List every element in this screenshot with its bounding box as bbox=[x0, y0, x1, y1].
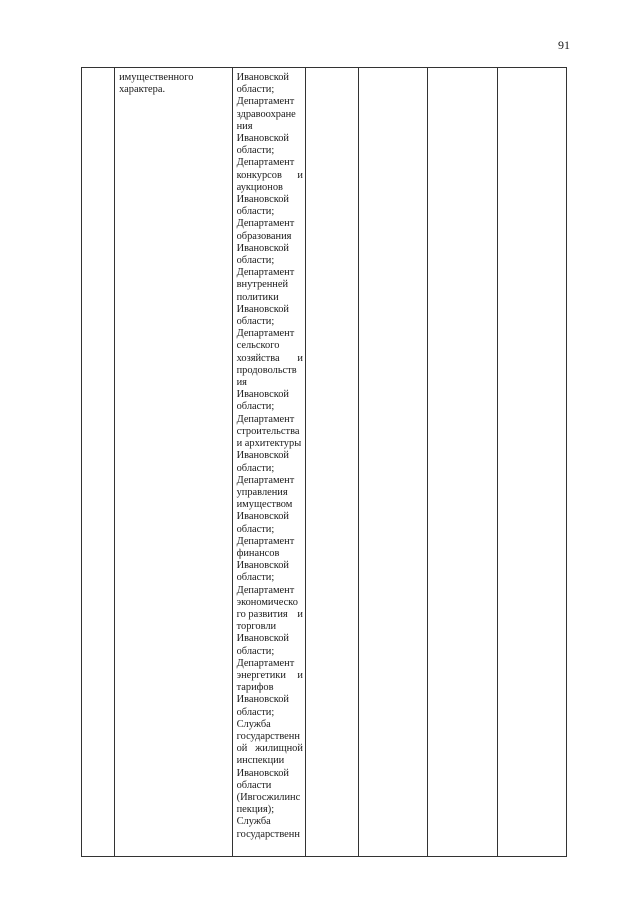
executor-line: Служба bbox=[236, 816, 271, 828]
description-cell bbox=[115, 68, 232, 857]
executor-line: Ивановской bbox=[236, 303, 289, 315]
executor-line: (Ивгосжилинс bbox=[236, 791, 301, 803]
executors-list bbox=[233, 68, 305, 841]
executor-line: экономическо bbox=[236, 596, 298, 608]
executor-line: тарифов bbox=[236, 682, 274, 694]
executor-line: Ивановской bbox=[236, 242, 289, 254]
executor-line: Ивановской bbox=[236, 633, 289, 645]
executor-line: Департамент bbox=[236, 474, 295, 486]
executor-line: аукционов bbox=[236, 181, 283, 193]
executor-line-part: и bbox=[297, 669, 303, 681]
executor-line: области; bbox=[236, 84, 275, 96]
executor-line: торговли bbox=[236, 621, 277, 633]
executor-line: области bbox=[236, 779, 272, 791]
executor-line: области; bbox=[236, 145, 275, 157]
executor-line: ия bbox=[236, 377, 247, 389]
executor-line-part: и bbox=[297, 169, 303, 181]
executor-line bbox=[237, 670, 303, 682]
executor-line-part: жилищной bbox=[255, 743, 303, 755]
executor-line: Департамент bbox=[236, 267, 295, 279]
executor-line-part: и bbox=[297, 608, 303, 620]
executor-line: Ивановской bbox=[236, 511, 289, 523]
executors-cell bbox=[232, 68, 305, 857]
executor-line: области; bbox=[236, 255, 275, 267]
executor-line: внутренней bbox=[236, 279, 289, 291]
executor-line: Департамент bbox=[236, 535, 295, 547]
executor-line: Департамент bbox=[236, 157, 295, 169]
executor-line: Ивановской bbox=[236, 560, 289, 572]
executor-line bbox=[237, 609, 303, 621]
table-row bbox=[82, 68, 567, 857]
empty-cell bbox=[359, 68, 428, 857]
executor-line: Ивановской bbox=[236, 389, 289, 401]
executor-line: области; bbox=[236, 645, 275, 657]
executor-line: политики bbox=[236, 291, 279, 303]
executor-line: области; bbox=[236, 401, 275, 413]
executor-line: Ивановской bbox=[236, 72, 289, 83]
executor-line-part: и bbox=[297, 352, 303, 364]
executor-line: Департамент bbox=[236, 413, 295, 425]
executor-line-part: энергетики bbox=[236, 669, 286, 681]
executor-line: Департамент bbox=[236, 96, 295, 108]
executor-line: здравоохране bbox=[236, 108, 296, 120]
executor-line bbox=[237, 170, 303, 182]
number-cell bbox=[82, 68, 115, 857]
executor-line: Ивановской bbox=[236, 767, 289, 779]
executor-line-part: хозяйства bbox=[236, 352, 280, 364]
executor-line: Департамент bbox=[236, 584, 295, 596]
executor-line: строительства bbox=[236, 425, 300, 437]
executor-line: области; bbox=[236, 572, 275, 584]
executor-line: управления bbox=[236, 486, 288, 498]
executor-line: области; bbox=[236, 706, 275, 718]
page-number: 91 bbox=[558, 38, 570, 52]
executor-line: имуществом bbox=[236, 499, 293, 511]
executor-line: государственн bbox=[236, 730, 300, 742]
executor-line: ния bbox=[236, 120, 253, 132]
executor-line: Служба bbox=[236, 718, 271, 730]
executor-line: области; bbox=[236, 316, 275, 328]
executor-line: Департамент bbox=[236, 328, 295, 340]
executor-line: Ивановской bbox=[236, 133, 289, 145]
executor-line: пекция); bbox=[236, 804, 275, 816]
executor-line: государственн bbox=[236, 828, 300, 840]
executor-line bbox=[237, 743, 303, 755]
executor-line: Ивановской bbox=[236, 694, 289, 706]
empty-cell bbox=[428, 68, 497, 857]
executor-line: области; bbox=[236, 462, 275, 474]
measure-description: имущественного характера. bbox=[119, 72, 194, 96]
executor-line: инспекции bbox=[236, 755, 285, 767]
executor-line-part: го развития bbox=[236, 608, 288, 620]
executor-line: Департамент bbox=[236, 218, 295, 230]
executor-line-part: ой bbox=[236, 743, 248, 755]
empty-cell bbox=[497, 68, 566, 857]
executor-line: Ивановской bbox=[236, 194, 289, 206]
executor-line: продовольств bbox=[236, 364, 297, 376]
empty-cell bbox=[305, 68, 358, 857]
executor-line: и архитектуры bbox=[236, 438, 302, 450]
executor-line: образования bbox=[236, 230, 292, 242]
executor-line: сельского bbox=[236, 340, 280, 352]
executor-line bbox=[237, 353, 303, 365]
executor-line: Департамент bbox=[236, 657, 295, 669]
executor-line: области; bbox=[236, 523, 275, 535]
measures-table bbox=[81, 67, 567, 857]
executor-line: Ивановской bbox=[236, 450, 289, 462]
executor-line: области; bbox=[236, 206, 275, 218]
executor-line-part: конкурсов bbox=[236, 169, 282, 181]
executor-line: финансов bbox=[236, 547, 280, 559]
